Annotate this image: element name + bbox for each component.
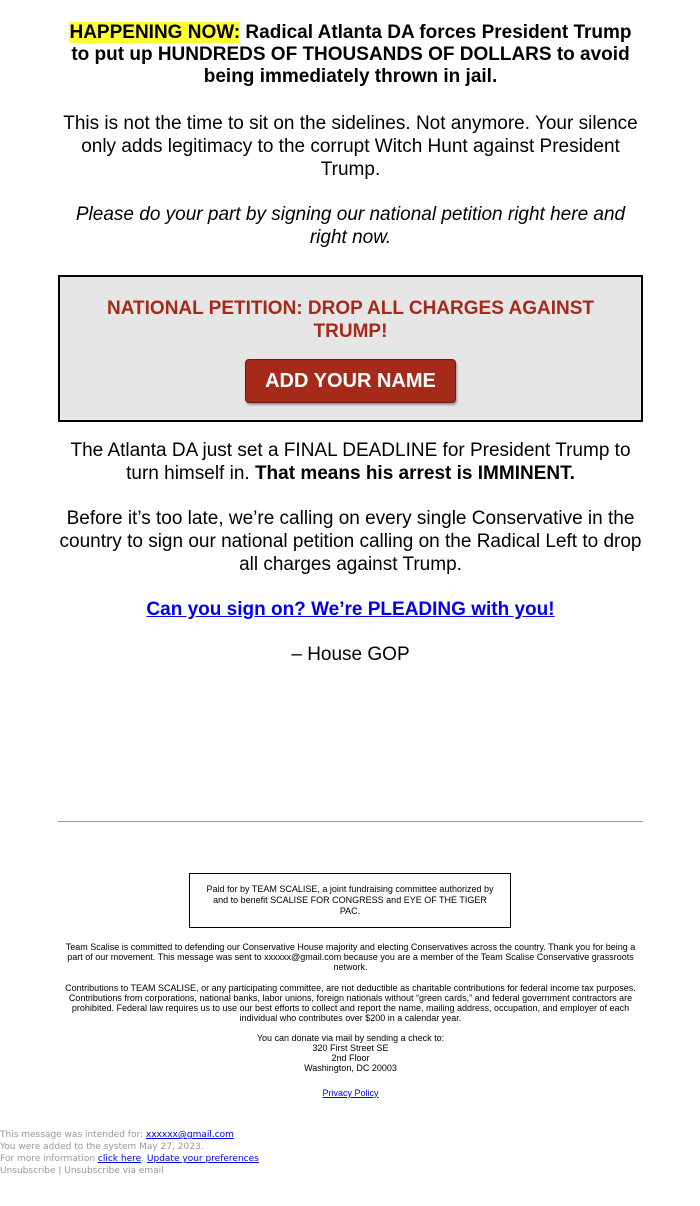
footer-commitment: Team Scalise is committed to defending our Conservative House majority and electing Conservatives across the country. Thank you for being a part of our movement. This message was sent to xxxxxx@gmail.com because you are a member of the Team Scalise Conservative grassroots network. — [65, 942, 636, 972]
unsubscribe-link[interactable]: Unsubscribe — [0, 1166, 56, 1176]
click-here-link[interactable]: click here — [97, 1154, 142, 1164]
update-preferences-link[interactable]: Update your preferences — [146, 1154, 259, 1164]
petition-box — [58, 275, 643, 422]
paragraph-deadline — [58, 439, 643, 485]
signature: – House GOP — [291, 644, 410, 665]
paragraph-petition-ask: Please do your part by signing our national petition right here and right now. — [75, 204, 626, 248]
meta-added: You were added to the system May 27, 2023. — [0, 1142, 204, 1152]
add-your-name-button[interactable]: ADD YOUR NAME — [245, 359, 456, 403]
email-body — [58, 0, 643, 666]
meta-dot: . — [141, 1154, 147, 1164]
unsubscribe-email-link[interactable]: Unsubscribe via email — [64, 1166, 164, 1176]
divider — [58, 821, 643, 822]
cta-line — [58, 598, 643, 621]
intended-label: This message was intended for: — [0, 1130, 146, 1140]
address-line-2: 2nd Floor — [331, 1053, 370, 1063]
mail-intro: You can donate via mail by sending a check to: — [256, 1033, 445, 1043]
paragraph-sidelines: This is not the time to sit on the sidelines. Not anymore. Your silence only adds legitimacy to the corrupt Witch Hunt against President Trump. — [63, 113, 638, 180]
intended-email-link[interactable]: xxxxxx@gmail.com — [145, 1130, 234, 1140]
address-line-3: Washington, DC 20003 — [304, 1063, 397, 1073]
petition-title: NATIONAL PETITION: DROP ALL CHARGES AGAINST TRUMP! — [107, 298, 594, 342]
privacy-policy-link[interactable]: Privacy Policy — [322, 1088, 379, 1098]
address-line-1: 320 First Street SE — [312, 1043, 389, 1053]
headline-text: Radical Atlanta DA forces President Trump to put up HUNDREDS OF THOUSANDS OF DOLLARS to avoid being immediately thrown in jail. — [71, 22, 632, 87]
unsubscribe-separator: | — [55, 1166, 65, 1176]
headline-highlight: HAPPENING NOW: — [69, 22, 241, 43]
cta-link[interactable]: Can you sign on? We’re PLEADING with you! — [146, 599, 555, 620]
meta-more-info — [0, 1153, 259, 1165]
deadline-text: The Atlanta DA just set a FINAL DEADLINE for President Trump to turn himself in. — [70, 440, 631, 484]
paragraph-conservatives: Before it’s too late, we’re calling on every single Conservative in the country to sign our national petition calling on the Radical Left to drop all charges against Trump. — [59, 508, 642, 575]
privacy-line — [58, 1088, 643, 1098]
paid-for-box: Paid for by TEAM SCALISE, a joint fundraising committee authorized by and to benefit SCALISE FOR CONGRESS and EYE OF THE TIGER PAC. — [189, 873, 511, 928]
deadline-bold-text: That means his arrest is IMMINENT. — [254, 463, 575, 484]
meta-unsubscribe — [0, 1165, 259, 1177]
footer-mail-address — [58, 1033, 643, 1073]
email-meta — [0, 1129, 259, 1177]
more-info-label: For more information — [0, 1154, 98, 1164]
footer-contributions: Contributions to TEAM SCALISE, or any participating committee, are not deductible as charitable contributions for federal income tax purposes. Contributions from corporations, national banks, labor unions, foreign nationals without “green cards,” and federal government contractors are prohibited. Federal law requires us to use our best efforts to collect and report the name, mailing address, occupation, and employer of each individual who contributes over $200 in a calendar year. — [65, 983, 636, 1023]
headline — [58, 22, 643, 88]
meta-intended — [0, 1129, 259, 1141]
